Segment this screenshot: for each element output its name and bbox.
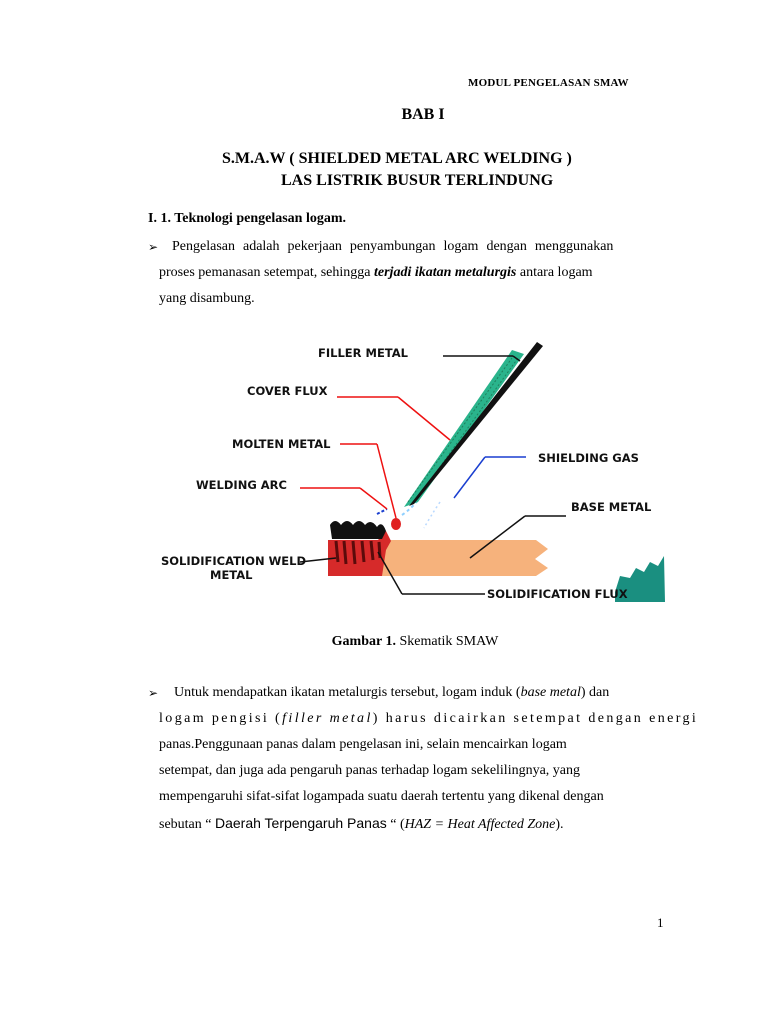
- paragraph-2-line-3: panas.Penggunaan panas dalam pengelasan ini, selain mencairkan logam: [159, 737, 567, 752]
- paragraph-1: [148, 234, 678, 312]
- term-base-metal: base metal: [520, 685, 581, 700]
- paragraph-1-text-end: antara logam: [516, 265, 593, 280]
- paragraph-1-text: proses pemanasan setempat, sehingga: [159, 265, 374, 280]
- paragraph-2-text-end: ) dan: [580, 685, 610, 700]
- paragraph-2-text-d: sebutan “: [159, 817, 215, 832]
- term-haz: HAZ = Heat Affected Zone: [404, 817, 556, 832]
- shielding-gas-flow: [377, 509, 387, 514]
- paragraph-2-text: Untuk mendapatkan ikatan metalurgis tersebut, logam induk (: [174, 685, 521, 700]
- paragraph-2-line-1: [148, 680, 678, 706]
- paragraph-1-line-3: yang disambung.: [159, 291, 255, 306]
- title-line-1: S.M.A.W ( SHIELDED METAL ARC WELDING ): [222, 150, 572, 167]
- bullet-arrow-icon: ➢: [148, 240, 159, 254]
- term-heat-affected-zone: Daerah Terpengaruh Panas: [214, 815, 387, 831]
- figure-caption: [0, 634, 768, 650]
- label-solidification-flux: SOLIDIFICATION FLUX: [487, 587, 628, 601]
- label-filler-metal: FILLER METAL: [318, 346, 408, 360]
- paragraph-2-line-4: setempat, dan juga ada pengaruh panas terhadap logam sekelilingnya, yang: [159, 763, 581, 778]
- label-shielding-gas: SHIELDING GAS: [538, 451, 639, 465]
- label-base-metal: BASE METAL: [571, 500, 652, 514]
- paragraph-2-text-c: ) harus dicairkan setempat dengan energi: [372, 711, 699, 726]
- paragraph-2-text-b: logam pengisi (: [159, 711, 283, 726]
- bullet-arrow-icon: ➢: [148, 686, 159, 700]
- chapter-heading: BAB I: [401, 106, 445, 123]
- title-line-2: LAS LISTRIK BUSUR TERLINDUNG: [281, 172, 554, 189]
- paragraph-2-line-6: [148, 810, 678, 836]
- label-cover-flux: COVER FLUX: [247, 384, 328, 398]
- paragraph-2-text-e: “ (: [386, 817, 405, 832]
- module-header: MODUL PENGELASAN SMAW: [468, 77, 629, 89]
- leader-molten-metal-2: [377, 444, 396, 518]
- paragraph-2-line-2: [148, 706, 699, 732]
- gas-cloud-lines: [424, 502, 440, 528]
- caption-label: Gambar 1.: [331, 634, 396, 649]
- leader-cover-flux-2: [398, 397, 450, 440]
- molten-metal-pool: [391, 518, 401, 530]
- emphasis-metallurgical-bond: terjadi ikatan metalurgis: [374, 265, 517, 280]
- label-solidification-weld: SOLIDIFICATION WELD: [161, 554, 307, 568]
- paragraph-1-line-1: Pengelasan adalah pekerjaan penyambungan logam dengan menggunakan: [172, 239, 614, 254]
- leader-shielding-gas-2: [454, 457, 485, 498]
- label-weld-metal: METAL: [210, 568, 253, 582]
- leader-welding-arc-2: [360, 488, 387, 509]
- term-filler-metal: filler metal: [282, 711, 373, 726]
- page-number: 1: [657, 915, 664, 930]
- smaw-diagram: [150, 332, 670, 612]
- section-heading: I. 1. Teknologi pengelasan logam.: [148, 211, 346, 226]
- electrode-cover-flux: [404, 350, 524, 507]
- label-welding-arc: WELDING ARC: [196, 478, 287, 492]
- filler-metal-core: [409, 342, 543, 506]
- paragraph-2-text-f: ).: [555, 817, 564, 832]
- paragraph-2: [148, 680, 699, 836]
- label-molten-metal: MOLTEN METAL: [232, 437, 331, 451]
- paragraph-1-line-2: [148, 260, 678, 286]
- slag-layer: [330, 521, 386, 539]
- paragraph-2-line-5: mempengaruhi sifat-sifat logampada suatu daerah tertentu yang dikenal dengan: [159, 789, 604, 804]
- caption-text: Skematik SMAW: [395, 634, 499, 649]
